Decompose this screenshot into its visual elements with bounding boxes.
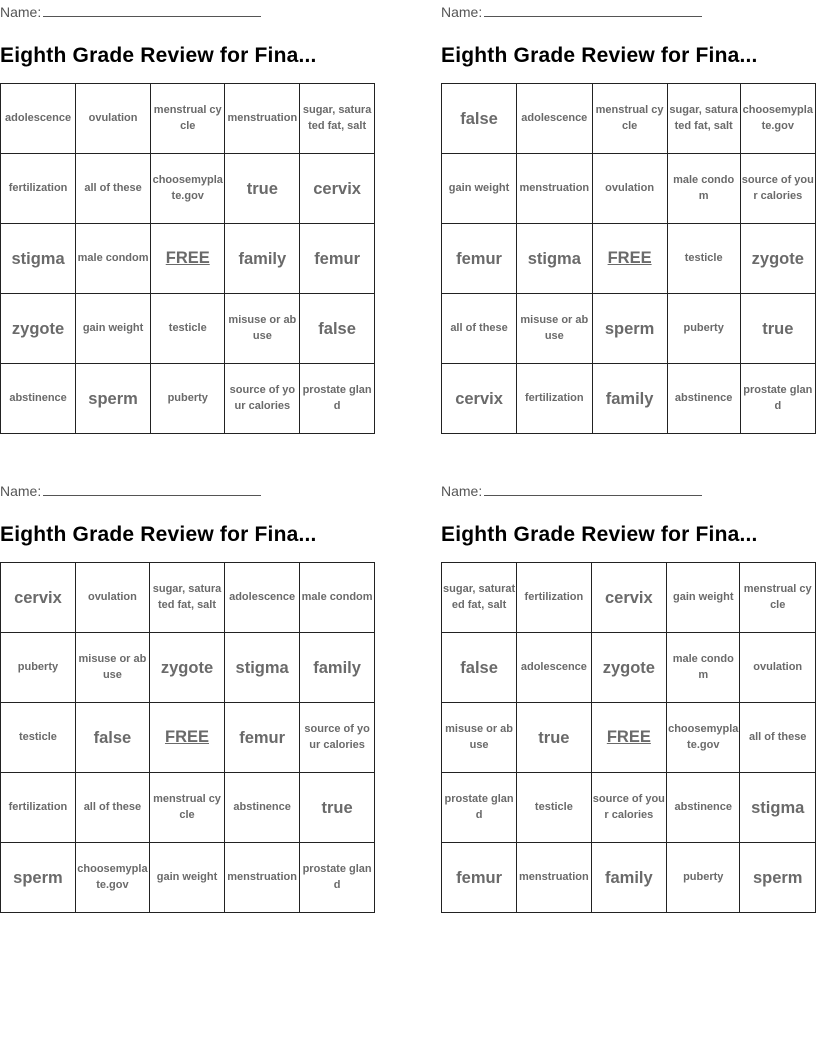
bingo-cell: cervix	[591, 563, 667, 633]
bingo-cell: misuse or abuse	[442, 703, 517, 773]
bingo-cell: cervix	[1, 563, 76, 633]
card-title: Eighth Grade Review for Fina...	[0, 44, 317, 67]
bingo-cell: gain weight	[149, 843, 224, 913]
bingo-cell: prostate gland	[300, 364, 375, 434]
bingo-row	[1, 364, 375, 434]
bingo-cell: abstinence	[667, 364, 740, 434]
bingo-cell: family	[592, 364, 667, 434]
name-label: Name:	[441, 4, 483, 20]
bingo-cell: male condom	[667, 633, 740, 703]
bingo-cell: zygote	[591, 633, 667, 703]
bingo-row	[1, 703, 375, 773]
bingo-cell: puberty	[1, 633, 76, 703]
bingo-cell: family	[591, 843, 667, 913]
bingo-cell: true	[225, 154, 300, 224]
bingo-cell: femur	[442, 843, 517, 913]
bingo-cell: fertilization	[1, 773, 76, 843]
bingo-cell: testicle	[151, 294, 225, 364]
bingo-cell: femur	[300, 224, 375, 294]
card-title: Eighth Grade Review for Fina...	[441, 44, 758, 67]
bingo-cell: male condom	[300, 563, 375, 633]
name-label: Name:	[0, 483, 42, 499]
bingo-row	[442, 703, 816, 773]
bingo-cell: misuse or abuse	[225, 294, 300, 364]
bingo-cell: male condom	[76, 224, 151, 294]
bingo-cell: choosemyplate.gov	[151, 154, 225, 224]
bingo-cell: true	[740, 294, 815, 364]
name-line	[441, 2, 711, 20]
bingo-cell: false	[442, 84, 517, 154]
bingo-cell: abstinence	[225, 773, 300, 843]
bingo-cell: gain weight	[76, 294, 151, 364]
bingo-row	[1, 84, 375, 154]
bingo-cell: choosemyplate.gov	[740, 84, 815, 154]
bingo-cell: adolescence	[517, 633, 591, 703]
name-line	[441, 481, 711, 499]
bingo-cell: testicle	[667, 224, 740, 294]
bingo-cell: stigma	[1, 224, 76, 294]
bingo-row	[442, 364, 816, 434]
bingo-cell: true	[300, 773, 375, 843]
bingo-cell: male condom	[667, 154, 740, 224]
bingo-row	[1, 563, 375, 633]
bingo-cell: menstruation	[225, 84, 300, 154]
bingo-cell: menstrual cycle	[151, 84, 225, 154]
bingo-row	[1, 633, 375, 703]
bingo-cell: family	[225, 224, 300, 294]
bingo-cell: abstinence	[667, 773, 740, 843]
free-space: FREE	[591, 703, 667, 773]
free-space: FREE	[592, 224, 667, 294]
name-line	[0, 481, 270, 499]
bingo-cell: prostate gland	[442, 773, 517, 843]
bingo-row	[1, 154, 375, 224]
card-title: Eighth Grade Review for Fina...	[441, 523, 758, 546]
bingo-row	[1, 773, 375, 843]
bingo-cell: cervix	[300, 154, 375, 224]
bingo-cell: fertilization	[1, 154, 76, 224]
bingo-cell: sugar, saturated fat, salt	[667, 84, 740, 154]
bingo-cell: source of your calories	[740, 154, 815, 224]
bingo-cell: fertilization	[517, 364, 592, 434]
bingo-cell: sugar, saturated fat, salt	[300, 84, 375, 154]
bingo-cell: all of these	[442, 294, 517, 364]
bingo-cell: zygote	[1, 294, 76, 364]
card-title: Eighth Grade Review for Fina...	[0, 523, 317, 546]
bingo-cell: adolescence	[1, 84, 76, 154]
bingo-row	[442, 843, 816, 913]
name-blank-line	[484, 2, 702, 17]
bingo-cell: misuse or abuse	[75, 633, 149, 703]
bingo-row	[442, 633, 816, 703]
bingo-cell: stigma	[225, 633, 300, 703]
bingo-cell: sugar, saturated fat, salt	[442, 563, 517, 633]
bingo-cell: puberty	[667, 843, 740, 913]
bingo-row	[442, 224, 816, 294]
bingo-cell: prostate gland	[300, 843, 375, 913]
bingo-cell: all of these	[76, 154, 151, 224]
bingo-cell: menstrual cycle	[149, 773, 224, 843]
bingo-cell: testicle	[517, 773, 591, 843]
bingo-row	[442, 294, 816, 364]
bingo-cell: choosemyplate.gov	[75, 843, 149, 913]
bingo-cell: adolescence	[517, 84, 592, 154]
bingo-cell: stigma	[740, 773, 816, 843]
bingo-cell: menstruation	[517, 843, 591, 913]
bingo-cell: stigma	[517, 224, 592, 294]
bingo-cell: ovulation	[592, 154, 667, 224]
bingo-row	[1, 224, 375, 294]
bingo-grid	[441, 562, 816, 913]
bingo-cell: testicle	[1, 703, 76, 773]
bingo-cell: all of these	[75, 773, 149, 843]
name-label: Name:	[441, 483, 483, 499]
bingo-cell: menstruation	[517, 154, 592, 224]
name-blank-line	[43, 2, 261, 17]
bingo-cell: abstinence	[1, 364, 76, 434]
bingo-cell: source of your calories	[225, 364, 300, 434]
bingo-cell: gain weight	[667, 563, 740, 633]
bingo-cell: cervix	[442, 364, 517, 434]
free-space: FREE	[149, 703, 224, 773]
bingo-cell: sugar, saturated fat, salt	[149, 563, 224, 633]
free-space: FREE	[151, 224, 225, 294]
bingo-cell: femur	[442, 224, 517, 294]
bingo-grid	[0, 83, 375, 434]
bingo-cell: sperm	[740, 843, 816, 913]
bingo-cell: false	[300, 294, 375, 364]
bingo-grid	[0, 562, 375, 913]
bingo-cell: adolescence	[225, 563, 300, 633]
bingo-cell: gain weight	[442, 154, 517, 224]
bingo-cell: sperm	[592, 294, 667, 364]
bingo-cell: all of these	[740, 703, 816, 773]
bingo-cell: misuse or abuse	[517, 294, 592, 364]
bingo-cell: ovulation	[75, 563, 149, 633]
bingo-row	[1, 843, 375, 913]
bingo-row	[1, 294, 375, 364]
bingo-row	[442, 84, 816, 154]
bingo-row	[442, 154, 816, 224]
bingo-cell: zygote	[149, 633, 224, 703]
bingo-cell: prostate gland	[740, 364, 815, 434]
bingo-cell: femur	[225, 703, 300, 773]
bingo-cell: choosemyplate.gov	[667, 703, 740, 773]
name-blank-line	[484, 481, 702, 496]
bingo-cell: menstrual cycle	[740, 563, 816, 633]
bingo-cell: menstruation	[225, 843, 300, 913]
bingo-grid	[441, 83, 816, 434]
bingo-cell: false	[442, 633, 517, 703]
bingo-row	[442, 773, 816, 843]
bingo-cell: zygote	[740, 224, 815, 294]
name-line	[0, 2, 270, 20]
name-blank-line	[43, 481, 261, 496]
bingo-cell: sperm	[1, 843, 76, 913]
bingo-cell: sperm	[76, 364, 151, 434]
bingo-cell: source of your calories	[591, 773, 667, 843]
bingo-cell: source of your calories	[300, 703, 375, 773]
bingo-cell: family	[300, 633, 375, 703]
bingo-cell: true	[517, 703, 591, 773]
bingo-row	[442, 563, 816, 633]
name-label: Name:	[0, 4, 42, 20]
bingo-cell: ovulation	[740, 633, 816, 703]
bingo-cell: ovulation	[76, 84, 151, 154]
bingo-cell: puberty	[667, 294, 740, 364]
bingo-cell: menstrual cycle	[592, 84, 667, 154]
bingo-cell: puberty	[151, 364, 225, 434]
bingo-cell: fertilization	[517, 563, 591, 633]
bingo-cell: false	[75, 703, 149, 773]
